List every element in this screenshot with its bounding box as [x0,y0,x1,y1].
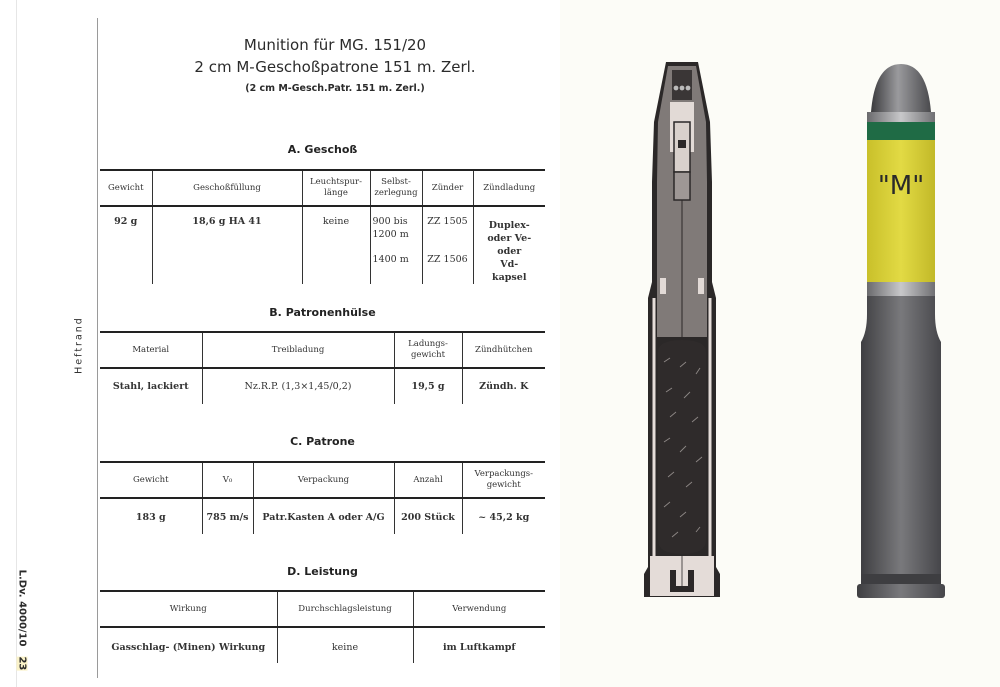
section-a-title: A. Geschoß [287,143,358,156]
cell-verwendung: im Luftkampf [413,627,545,663]
col-leuchtspurlaenge: Leuchtspur-länge [302,170,370,206]
cell-zuender [422,206,473,284]
col-zuender: Zünder [422,170,473,206]
footer-reference [17,570,28,671]
zuender-value-2: ZZ 1506 [427,254,468,265]
section-b-title: B. Patronenhülse [269,306,376,319]
cell-treibladung: Nz.R.P. (1,3×1,45/0,2) [202,368,394,404]
title-line-1: Munition für MG. 151/20 [243,36,427,54]
col-durchschlagsleistung: Durchschlagsleistung [277,591,413,627]
cell-leuchtspur: keine [302,206,370,284]
col-v0: V₀ [202,462,253,498]
table-header-row [100,170,545,206]
binding-margin-line [97,18,98,678]
table-row [100,627,545,663]
margin-label: Heftrand [73,316,85,374]
title-line-2: 2 cm M-Geschoßpatrone 151 m. Zerl. [194,58,476,76]
cell-zuendladung [473,206,545,284]
cartridge-exterior-drawing [855,64,947,602]
cell-verpackungsgewicht: ~ 45,2 kg [462,498,545,534]
table-patronenhuelse [100,331,545,404]
col-wirkung: Wirkung [100,591,277,627]
table-geschoss [100,169,545,284]
table-header-row [100,332,545,368]
col-geschossfuellung: Geschoßfüllung [152,170,302,206]
col-selbstzerlegung: Selbst-zerlegung [370,170,422,206]
cell-v0: 785 m/s [202,498,253,534]
col-ladungsgewicht: Ladungs-gewicht [394,332,462,368]
cell-material: Stahl, lackiert [112,381,189,392]
table-row [100,498,545,534]
zerlegung-value-1: 900 bis 1200 m [372,216,409,240]
col-zuendladung: Zündladung [473,170,545,206]
cell-anzahl: 200 Stück [394,498,462,534]
section-d-title: D. Leistung [287,565,358,578]
col-verpackung: Verpackung [253,462,394,498]
table-header-row [100,462,545,498]
col-gewicht: Gewicht [100,170,152,206]
cell-fuellung: 18,6 g HA 41 [152,206,302,284]
zuender-value-1: ZZ 1505 [427,216,468,227]
document-title [160,34,510,98]
cell-zuendhuetchen: Zündh. K [462,368,545,404]
cell-wirkung: Gasschlag- (Minen) Wirkung [111,642,266,653]
col-verpackungsgewicht: Verpackungs-gewicht [462,462,545,498]
cartridge-cutaway-drawing [640,62,724,600]
table-patrone [100,461,545,534]
page-number: 23 [16,656,28,671]
col-verwendung: Verwendung [413,591,545,627]
col-material: Material [100,332,202,368]
zerlegung-value-2: 1400 m [372,254,409,265]
section-c-title: C. Patrone [290,435,355,448]
col-treibladung: Treibladung [202,332,394,368]
table-leistung [100,590,545,663]
footer-ref-text: L.Dv. 4000/10 [16,569,28,647]
col-zuendhuetchen: Zündhütchen [462,332,545,368]
cell-gewicht: 92 g [114,216,138,227]
cell-gewicht: 183 g [135,512,166,523]
cell-verpackung: Patr.Kasten A oder A/G [253,498,394,534]
col-anzahl: Anzahl [394,462,462,498]
table-row [100,206,545,284]
cell-zerlegung [370,206,422,284]
cell-durchschlagsleistung: keine [277,627,413,663]
table-header-row [100,591,545,627]
col-gewicht: Gewicht [100,462,202,498]
cell-ladungsgewicht: 19,5 g [394,368,462,404]
table-row [100,368,545,404]
m-marking: "M" [877,171,925,201]
title-line-3: (2 cm M-Gesch.Patr. 151 m. Zerl.) [245,83,425,94]
zuendladung-value: Duplex- oder Ve- oder Vd- kapsel [487,220,532,283]
